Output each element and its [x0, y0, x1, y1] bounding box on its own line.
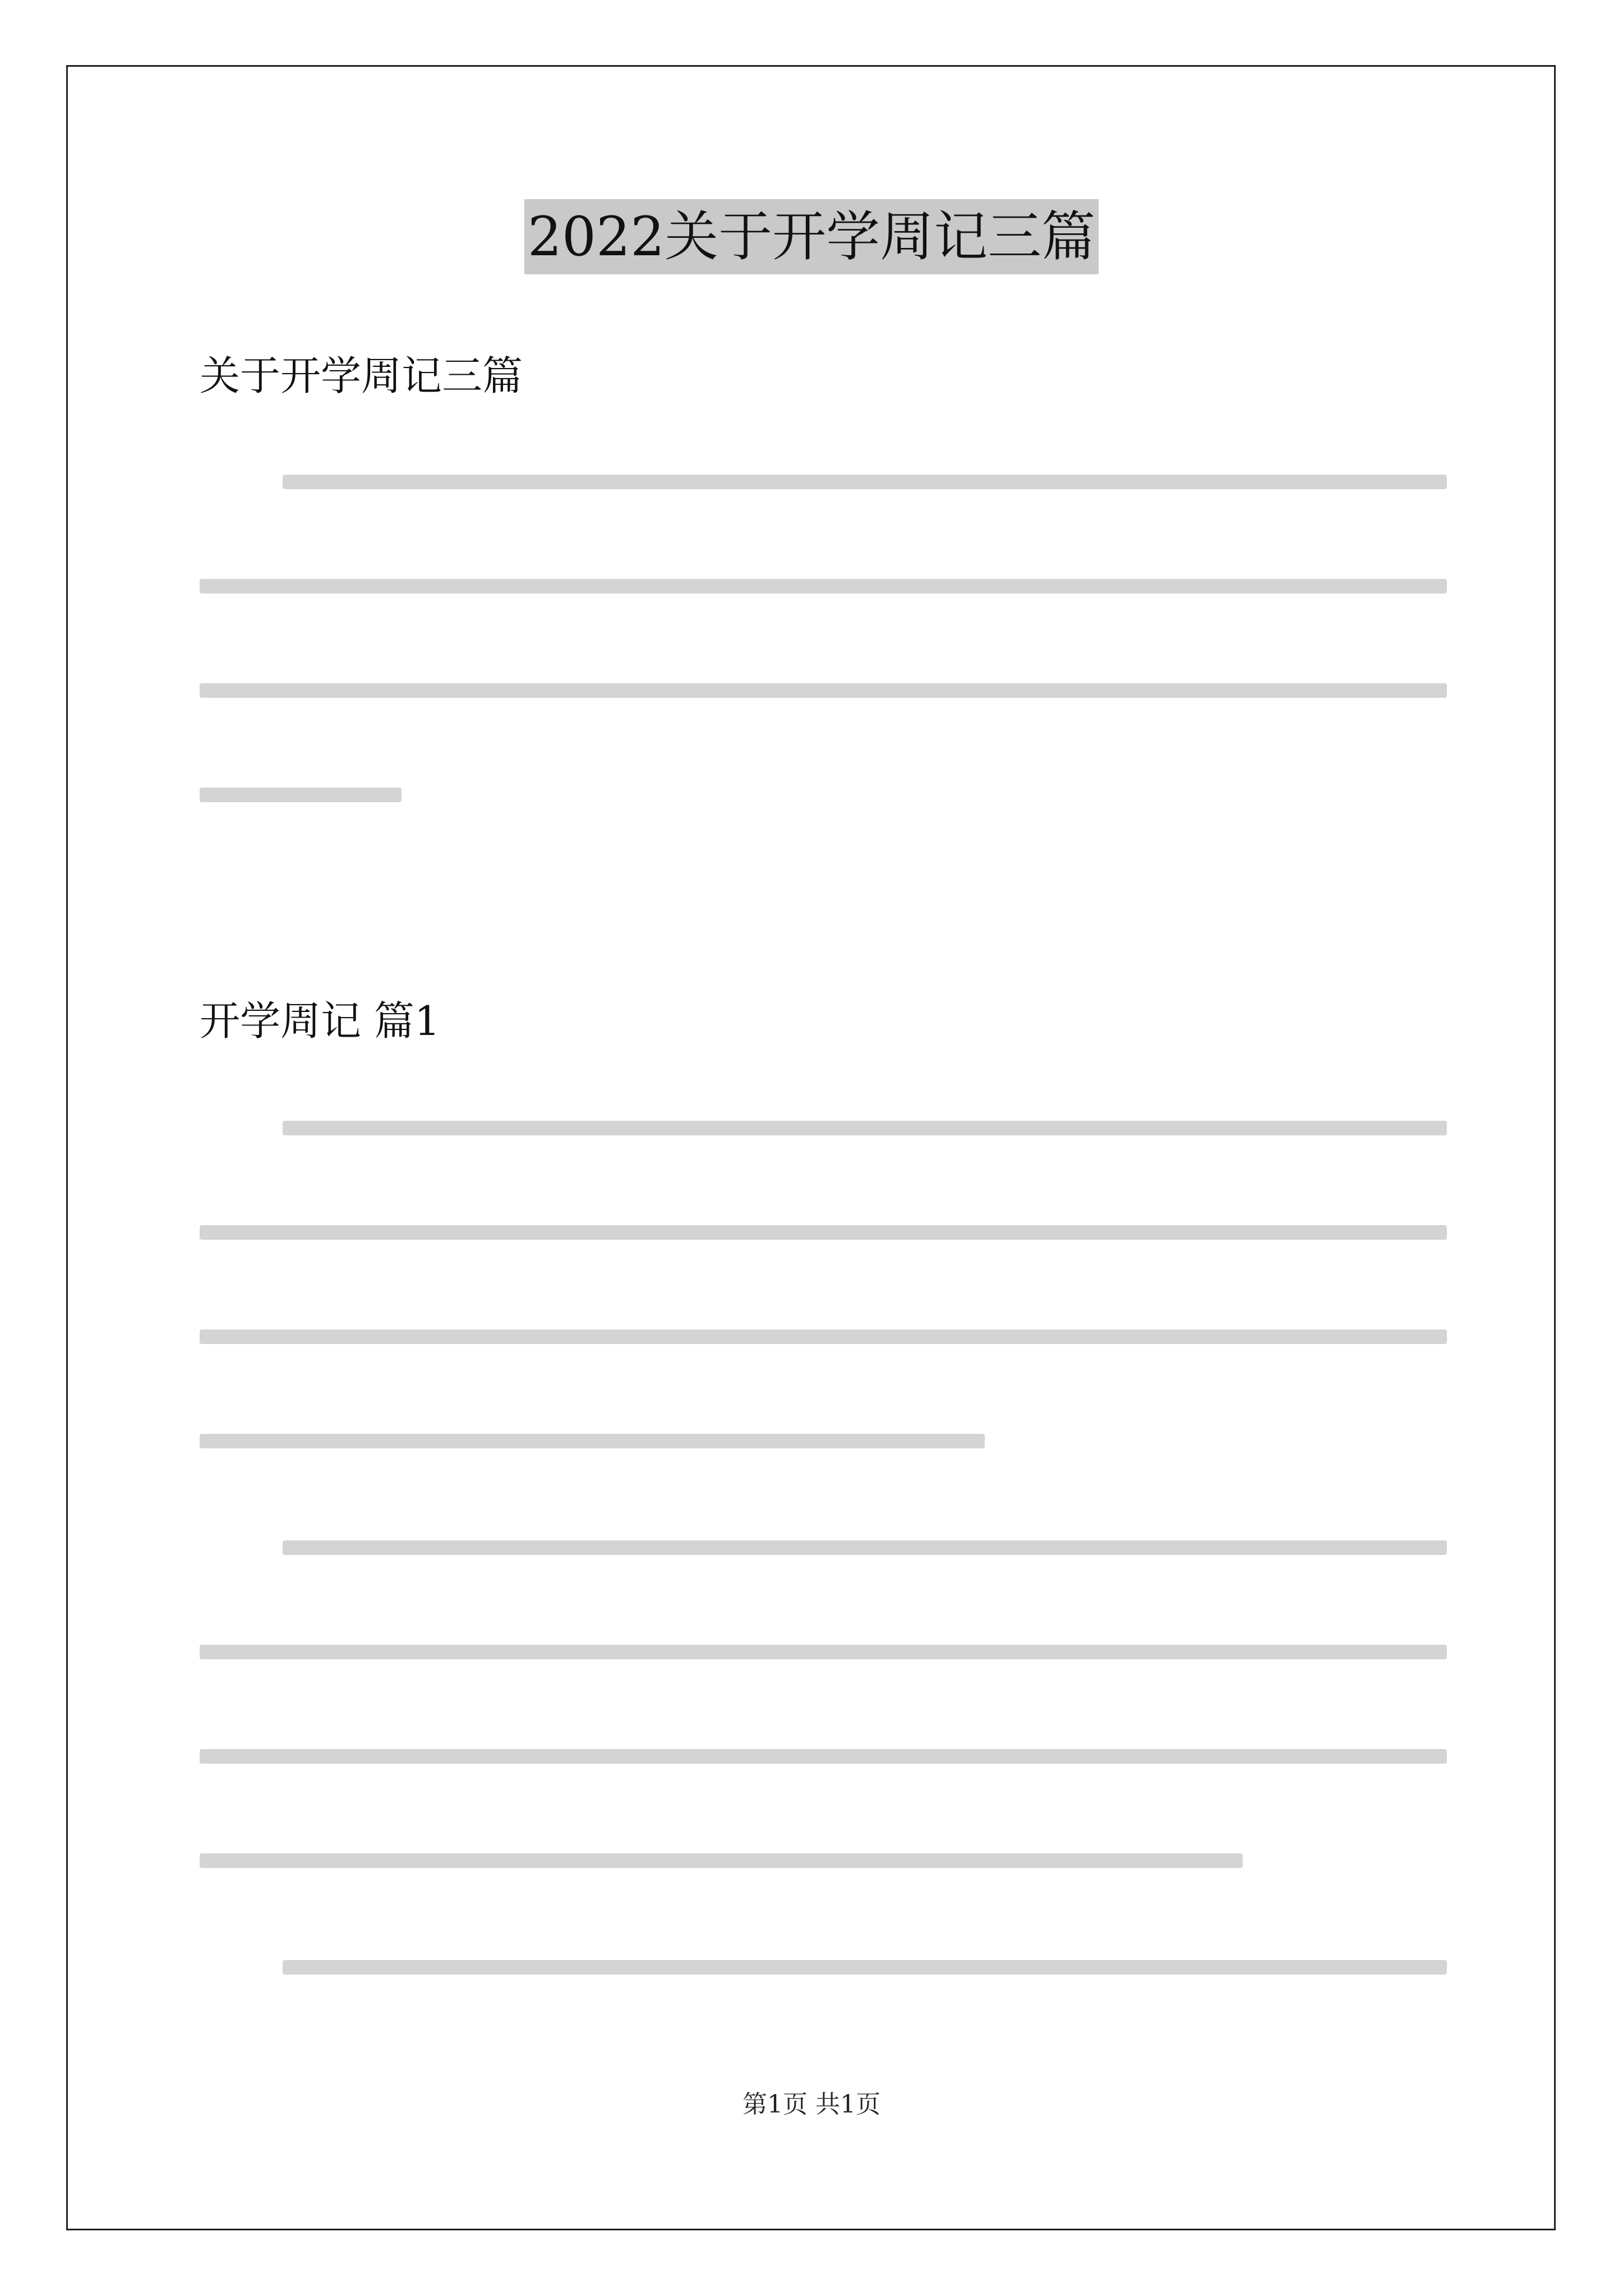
document-title: 2022关于开学周记三篇 [524, 199, 1099, 274]
paragraph-3-placeholder [200, 1960, 1447, 1982]
document-title-wrap [0, 199, 1623, 274]
intro-paragraph-placeholder [200, 475, 1447, 806]
paragraph-2-placeholder [200, 1540, 1447, 1871]
paragraph-1-placeholder [200, 1121, 1447, 1452]
section-heading: 开学周记 篇1 [200, 997, 440, 1045]
page-footer: 第1页 共1页 [743, 2090, 880, 2119]
document-subtitle: 关于开学周记三篇 [200, 352, 523, 399]
